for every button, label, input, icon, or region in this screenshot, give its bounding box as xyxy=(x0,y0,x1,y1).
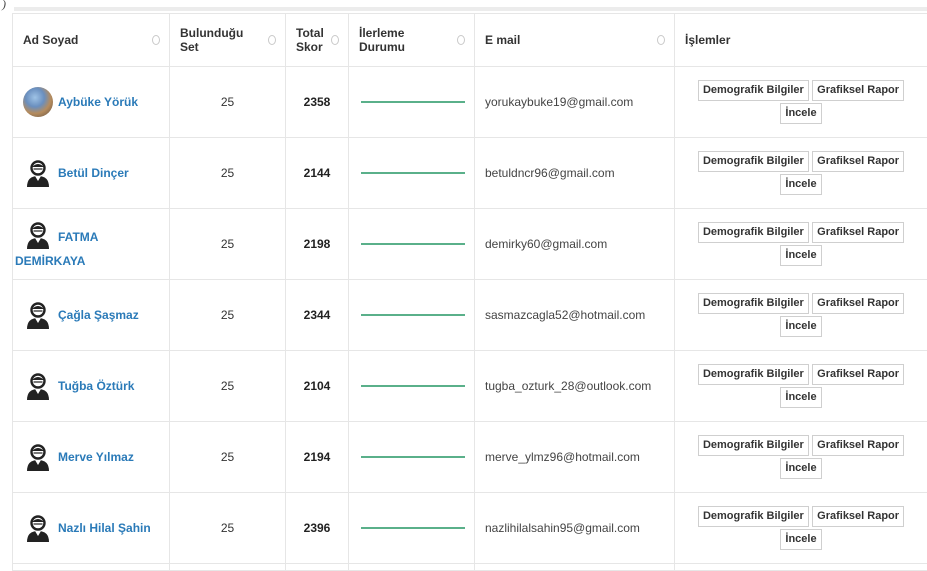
table-row-partial xyxy=(13,564,927,571)
student-name-link[interactable]: FATMA xyxy=(58,230,98,244)
demographic-info-button[interactable]: Demografik Bilgiler xyxy=(698,435,809,456)
progress-cell xyxy=(349,351,475,422)
inspect-button[interactable]: İncele xyxy=(780,174,821,195)
sort-icon[interactable] xyxy=(151,33,159,45)
score-cell: 2358 xyxy=(286,67,349,138)
column-header-actions xyxy=(675,14,927,67)
name-cell xyxy=(13,67,170,138)
actions-cell xyxy=(675,280,927,351)
actions-cell xyxy=(675,493,927,564)
progress-bar xyxy=(361,172,465,174)
score-cell: 2198 xyxy=(286,209,349,280)
column-header-label: Bulunduğu Set xyxy=(180,26,250,54)
column-header-label: Ad Soyad xyxy=(23,33,78,47)
top-bar xyxy=(14,7,927,11)
empty-cell xyxy=(349,564,475,571)
sort-icon[interactable] xyxy=(656,33,664,45)
email-cell: yorukaybuke19@gmail.com xyxy=(475,67,675,138)
inspect-button[interactable]: İncele xyxy=(780,529,821,550)
progress-cell xyxy=(349,209,475,280)
student-name-link[interactable]: Betül Dinçer xyxy=(58,166,129,180)
graphic-report-button[interactable]: Grafiksel Rapor xyxy=(812,435,904,456)
set-cell: 25 xyxy=(170,280,286,351)
actions-cell xyxy=(675,422,927,493)
score-cell: 2194 xyxy=(286,422,349,493)
column-header-label: İşlemler xyxy=(685,33,730,47)
student-name-link[interactable]: Merve Yılmaz xyxy=(58,450,134,464)
demographic-info-button[interactable]: Demografik Bilgiler xyxy=(698,293,809,314)
user-icon xyxy=(23,158,53,188)
set-cell: 25 xyxy=(170,351,286,422)
table-row xyxy=(13,209,927,280)
email-cell: nazlihilalsahin95@gmail.com xyxy=(475,493,675,564)
progress-bar xyxy=(361,456,465,458)
name-cell xyxy=(13,422,170,493)
progress-cell xyxy=(349,422,475,493)
top-mark: ) xyxy=(2,0,6,8)
email-cell: tugba_ozturk_28@outlook.com xyxy=(475,351,675,422)
column-header-label: İlerleme Durumu xyxy=(359,26,429,54)
demographic-info-button[interactable]: Demografik Bilgiler xyxy=(698,506,809,527)
empty-cell xyxy=(475,564,675,571)
empty-cell xyxy=(13,564,170,571)
column-header-progress[interactable] xyxy=(349,14,475,67)
actions-cell xyxy=(675,351,927,422)
set-cell: 25 xyxy=(170,422,286,493)
email-cell: betuldncr96@gmail.com xyxy=(475,138,675,209)
graphic-report-button[interactable]: Grafiksel Rapor xyxy=(812,364,904,385)
user-icon xyxy=(23,442,53,472)
table-header-row xyxy=(13,14,927,67)
column-header-score[interactable] xyxy=(286,14,349,67)
progress-bar xyxy=(361,385,465,387)
set-cell: 25 xyxy=(170,209,286,280)
progress-cell xyxy=(349,67,475,138)
column-header-label: Total Skor xyxy=(296,26,328,54)
student-name-link[interactable]: Tuğba Öztürk xyxy=(58,379,134,393)
graphic-report-button[interactable]: Grafiksel Rapor xyxy=(812,293,904,314)
user-icon xyxy=(23,513,53,543)
table-row xyxy=(13,351,927,422)
name-cell xyxy=(13,138,170,209)
demographic-info-button[interactable]: Demografik Bilgiler xyxy=(698,222,809,243)
sort-icon[interactable] xyxy=(330,33,338,45)
student-name-link[interactable]: Çağla Şaşmaz xyxy=(58,308,139,322)
email-cell: demirky60@gmail.com xyxy=(475,209,675,280)
student-name-link-line2[interactable]: DEMİRKAYA xyxy=(15,254,169,268)
set-cell: 25 xyxy=(170,67,286,138)
user-icon xyxy=(23,371,53,401)
actions-cell xyxy=(675,209,927,280)
table-row xyxy=(13,138,927,209)
email-cell: merve_ylmz96@hotmail.com xyxy=(475,422,675,493)
graphic-report-button[interactable]: Grafiksel Rapor xyxy=(812,80,904,101)
set-cell: 25 xyxy=(170,493,286,564)
set-cell: 25 xyxy=(170,138,286,209)
column-header-name[interactable] xyxy=(13,14,170,67)
inspect-button[interactable]: İncele xyxy=(780,245,821,266)
sort-icon[interactable] xyxy=(456,33,464,45)
column-header-set[interactable] xyxy=(170,14,286,67)
inspect-button[interactable]: İncele xyxy=(780,103,821,124)
graphic-report-button[interactable]: Grafiksel Rapor xyxy=(812,151,904,172)
column-header-label: E mail xyxy=(485,33,520,47)
student-name-link[interactable]: Aybüke Yörük xyxy=(58,95,138,109)
inspect-button[interactable]: İncele xyxy=(780,387,821,408)
actions-cell xyxy=(675,138,927,209)
progress-bar xyxy=(361,243,465,245)
name-cell xyxy=(13,209,170,280)
user-icon xyxy=(23,300,53,330)
sort-icon[interactable] xyxy=(267,33,275,45)
empty-cell xyxy=(675,564,927,571)
progress-cell xyxy=(349,493,475,564)
empty-cell xyxy=(286,564,349,571)
user-icon xyxy=(23,220,53,250)
demographic-info-button[interactable]: Demografik Bilgiler xyxy=(698,151,809,172)
name-cell xyxy=(13,280,170,351)
actions-cell xyxy=(675,67,927,138)
table-row xyxy=(13,422,927,493)
avatar xyxy=(23,87,53,117)
score-cell: 2344 xyxy=(286,280,349,351)
email-cell: sasmazcagla52@hotmail.com xyxy=(475,280,675,351)
students-table xyxy=(12,13,927,571)
progress-bar xyxy=(361,101,465,103)
table-row xyxy=(13,493,927,564)
score-cell: 2144 xyxy=(286,138,349,209)
progress-cell xyxy=(349,138,475,209)
student-name-link[interactable]: Nazlı Hilal Şahin xyxy=(58,521,151,535)
graphic-report-button[interactable]: Grafiksel Rapor xyxy=(812,506,904,527)
inspect-button[interactable]: İncele xyxy=(780,458,821,479)
progress-bar xyxy=(361,314,465,316)
table-row xyxy=(13,280,927,351)
name-cell xyxy=(13,351,170,422)
name-cell xyxy=(13,493,170,564)
score-cell: 2104 xyxy=(286,351,349,422)
demographic-info-button[interactable]: Demografik Bilgiler xyxy=(698,80,809,101)
empty-cell xyxy=(170,564,286,571)
table-row xyxy=(13,67,927,138)
inspect-button[interactable]: İncele xyxy=(780,316,821,337)
graphic-report-button[interactable]: Grafiksel Rapor xyxy=(812,222,904,243)
demographic-info-button[interactable]: Demografik Bilgiler xyxy=(698,364,809,385)
column-header-email[interactable] xyxy=(475,14,675,67)
progress-bar xyxy=(361,527,465,529)
progress-cell xyxy=(349,280,475,351)
score-cell: 2396 xyxy=(286,493,349,564)
